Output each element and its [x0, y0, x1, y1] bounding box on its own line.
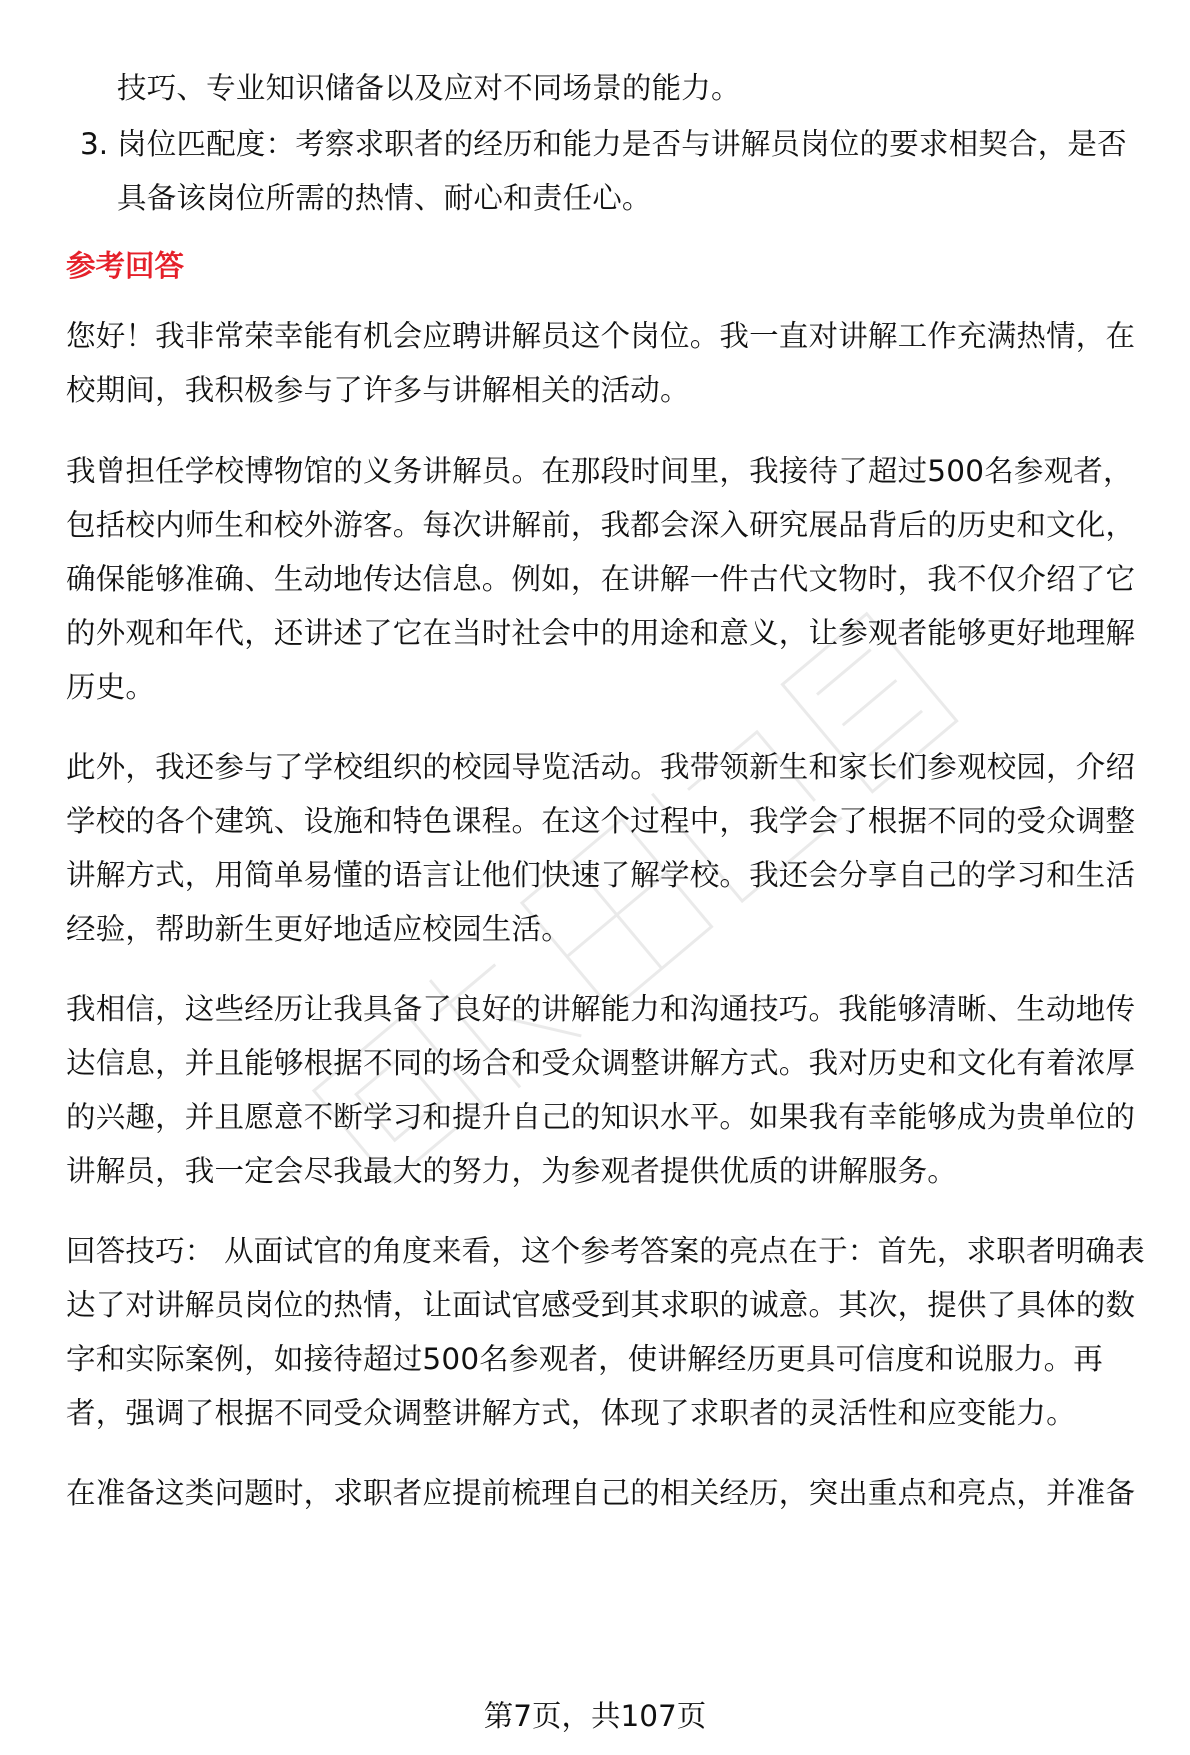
paragraph-line: 我相信，这些经历让我具备了良好的讲解能力和沟通技巧。我能够清晰、生动地传 — [66, 992, 1136, 1026]
paragraph-line: 者，强调了根据不同受众调整讲解方式，体现了求职者的灵活性和应变能力。 — [66, 1396, 1076, 1430]
paragraph-line: 经验，帮助新生更好地适应校园生活。 — [66, 912, 571, 946]
paragraph-line: 包括校内师生和校外游客。每次讲解前，我都会深入研究展品背后的历史和文化， — [66, 508, 1136, 542]
paragraph-line: 达信息，并且能够根据不同的场合和受众调整讲解方式。我对历史和文化有着浓厚 — [66, 1046, 1136, 1080]
paragraph-line: 在准备这类问题时，求职者应提前梳理自己的相关经历，突出重点和亮点，并准备 — [66, 1476, 1136, 1510]
list-item-3-number: 3. — [80, 127, 109, 161]
paragraph-line: 校期间，我积极参与了许多与讲解相关的活动。 — [66, 373, 690, 407]
paragraph-line: 的外观和年代，还讲述了它在当时社会中的用途和意义，让参观者能够更好地理解 — [66, 616, 1136, 650]
list-item-3-line: 岗位匹配度：考察求职者的经历和能力是否与讲解员岗位的要求相契合，是否 — [117, 127, 1127, 161]
paragraph-line: 回答技巧： 从面试官的角度来看，这个参考答案的亮点在于：首先，求职者明确表 — [66, 1234, 1145, 1268]
paragraph-line: 您好！我非常荣幸能有机会应聘讲解员这个岗位。我一直对讲解工作充满热情，在 — [66, 319, 1136, 353]
page-number-footer: 第7页，共107页 — [483, 1699, 707, 1733]
section-heading: 参考回答 — [66, 249, 185, 283]
paragraph-line: 我曾担任学校博物馆的义务讲解员。在那段时间里，我接待了超过500名参观者， — [66, 454, 1133, 488]
list-item-3-line: 具备该岗位所需的热情、耐心和责任心。 — [117, 181, 652, 215]
paragraph-line: 确保能够准确、生动地传达信息。例如，在讲解一件古代文物时，我不仅介绍了它 — [66, 562, 1136, 596]
list-item-2-continuation: 技巧、专业知识储备以及应对不同场景的能力。 — [117, 71, 741, 105]
paragraph-line: 的兴趣，并且愿意不断学习和提升自己的知识水平。如果我有幸能够成为贵单位的 — [66, 1100, 1136, 1134]
paragraph-line: 讲解员，我一定会尽我最大的努力，为参观者提供优质的讲解服务。 — [66, 1154, 958, 1188]
paragraph-line: 历史。 — [66, 670, 156, 704]
paragraph-line: 此外，我还参与了学校组织的校园导览活动。我带领新生和家长们参观校园，介绍 — [66, 750, 1136, 784]
paragraph-line: 讲解方式，用简单易懂的语言让他们快速了解学校。我还会分享自己的学习和生活 — [66, 858, 1136, 892]
paragraph-line: 达了对讲解员岗位的热情，让面试官感受到其求职的诚意。其次，提供了具体的数 — [66, 1288, 1136, 1322]
paragraph-line: 学校的各个建筑、设施和特色课程。在这个过程中，我学会了根据不同的受众调整 — [66, 804, 1136, 838]
paragraph-line: 字和实际案例，如接待超过500名参观者，使讲解经历更具可信度和说服力。再 — [66, 1342, 1104, 1376]
